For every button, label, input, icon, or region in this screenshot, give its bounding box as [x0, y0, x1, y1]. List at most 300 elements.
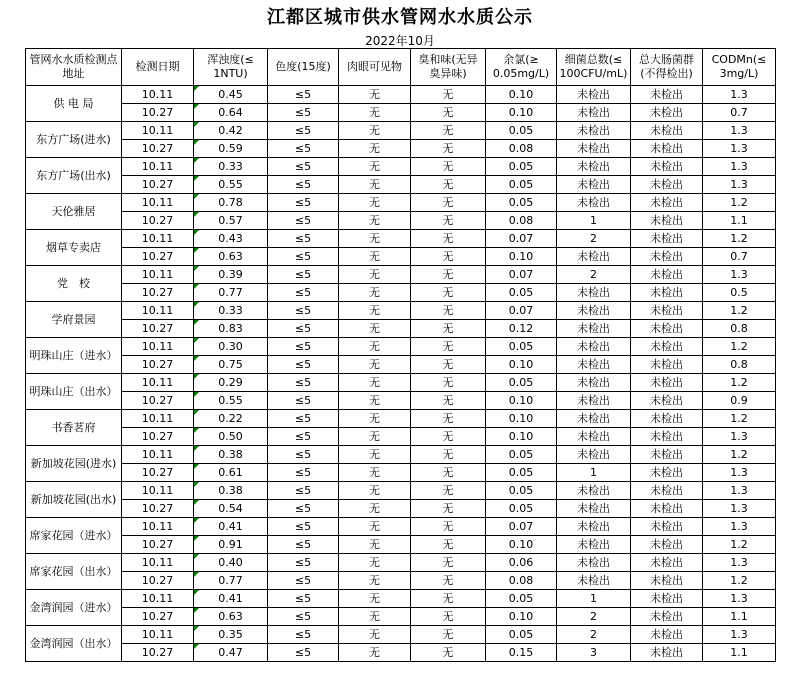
chlorine-cell: 0.05 [486, 482, 557, 500]
table-row [26, 122, 776, 140]
error-flag-icon [194, 572, 199, 577]
coliform-cell: 未检出 [631, 554, 703, 572]
coliform-cell: 未检出 [631, 158, 703, 176]
location-cell: 天伦雅居 [26, 194, 122, 230]
col-visible-matter: 肉眼可见物 [339, 49, 411, 86]
chlorine-cell: 0.05 [486, 590, 557, 608]
coliform-cell: 未检出 [631, 464, 703, 482]
turbidity-cell: 0.45 [194, 86, 268, 104]
table-row [26, 500, 776, 518]
turbidity-cell: 0.63 [194, 608, 268, 626]
chroma-cell: ≤5 [268, 104, 339, 122]
visible-matter-cell: 无 [339, 374, 411, 392]
coliform-cell: 未检出 [631, 518, 703, 536]
chroma-cell: ≤5 [268, 122, 339, 140]
odor-smell-cell: 无 [411, 500, 486, 518]
odor-smell-cell: 无 [411, 302, 486, 320]
date-cell: 10.11 [122, 590, 194, 608]
codmn-cell: 1.2 [703, 338, 776, 356]
coliform-cell: 未检出 [631, 140, 703, 158]
error-flag-icon [194, 374, 199, 379]
codmn-cell: 1.2 [703, 230, 776, 248]
date-cell: 10.11 [122, 86, 194, 104]
error-flag-icon [194, 104, 199, 109]
date-cell: 10.11 [122, 374, 194, 392]
error-flag-icon [194, 608, 199, 613]
coliform-cell: 未检出 [631, 230, 703, 248]
turbidity-cell: 0.22 [194, 410, 268, 428]
bacteria-count-cell: 未检出 [557, 482, 631, 500]
table-row [26, 104, 776, 122]
coliform-cell: 未检出 [631, 590, 703, 608]
turbidity-cell: 0.64 [194, 104, 268, 122]
col-date: 检测日期 [122, 49, 194, 86]
error-flag-icon [194, 482, 199, 487]
page-title: 江都区城市供水管网水水质公示 [267, 7, 533, 28]
col-chlorine: 余氯(≥ 0.05mg/L) [486, 49, 557, 86]
turbidity-cell: 0.39 [194, 266, 268, 284]
visible-matter-cell: 无 [339, 590, 411, 608]
odor-smell-cell: 无 [411, 266, 486, 284]
chroma-cell: ≤5 [268, 572, 339, 590]
bacteria-count-cell: 3 [557, 644, 631, 662]
codmn-cell: 0.7 [703, 104, 776, 122]
chroma-cell: ≤5 [268, 392, 339, 410]
table-row [26, 302, 776, 320]
location-cell: 金湾润园（进水） [26, 590, 122, 626]
codmn-cell: 1.1 [703, 608, 776, 626]
odor-smell-cell: 无 [411, 194, 486, 212]
table-row [26, 608, 776, 626]
turbidity-cell: 0.41 [194, 590, 268, 608]
table-row [26, 266, 776, 284]
visible-matter-cell: 无 [339, 302, 411, 320]
error-flag-icon [194, 140, 199, 145]
turbidity-cell: 0.38 [194, 482, 268, 500]
codmn-cell: 1.2 [703, 374, 776, 392]
date-cell: 10.27 [122, 248, 194, 266]
date-cell: 10.27 [122, 284, 194, 302]
table-row [26, 230, 776, 248]
error-flag-icon [194, 626, 199, 631]
table-row [26, 518, 776, 536]
date-cell: 10.11 [122, 518, 194, 536]
codmn-cell: 1.3 [703, 428, 776, 446]
odor-smell-cell: 无 [411, 176, 486, 194]
error-flag-icon [194, 410, 199, 415]
codmn-cell: 1.3 [703, 86, 776, 104]
visible-matter-cell: 无 [339, 338, 411, 356]
turbidity-cell: 0.55 [194, 392, 268, 410]
error-flag-icon [194, 248, 199, 253]
odor-smell-cell: 无 [411, 122, 486, 140]
odor-smell-cell: 无 [411, 554, 486, 572]
table-row [26, 212, 776, 230]
chlorine-cell: 0.07 [486, 518, 557, 536]
coliform-cell: 未检出 [631, 302, 703, 320]
turbidity-cell: 0.91 [194, 536, 268, 554]
chroma-cell: ≤5 [268, 194, 339, 212]
table-row [26, 320, 776, 338]
date-cell: 10.27 [122, 104, 194, 122]
visible-matter-cell: 无 [339, 320, 411, 338]
bacteria-count-cell: 2 [557, 230, 631, 248]
date-cell: 10.27 [122, 536, 194, 554]
table-row [26, 194, 776, 212]
bacteria-count-cell: 未检出 [557, 392, 631, 410]
bacteria-count-cell: 未检出 [557, 104, 631, 122]
visible-matter-cell: 无 [339, 194, 411, 212]
location-cell: 金湾润园（出水） [26, 626, 122, 662]
chlorine-cell: 0.05 [486, 176, 557, 194]
turbidity-cell: 0.38 [194, 446, 268, 464]
coliform-cell: 未检出 [631, 104, 703, 122]
visible-matter-cell: 无 [339, 122, 411, 140]
visible-matter-cell: 无 [339, 644, 411, 662]
visible-matter-cell: 无 [339, 248, 411, 266]
odor-smell-cell: 无 [411, 320, 486, 338]
codmn-cell: 1.3 [703, 266, 776, 284]
codmn-cell: 1.1 [703, 212, 776, 230]
coliform-cell: 未检出 [631, 428, 703, 446]
error-flag-icon [194, 194, 199, 199]
turbidity-cell: 0.42 [194, 122, 268, 140]
chlorine-cell: 0.05 [486, 446, 557, 464]
turbidity-cell: 0.33 [194, 302, 268, 320]
date-cell: 10.27 [122, 500, 194, 518]
bacteria-count-cell: 未检出 [557, 284, 631, 302]
chlorine-cell: 0.10 [486, 410, 557, 428]
table-row [26, 554, 776, 572]
chroma-cell: ≤5 [268, 464, 339, 482]
codmn-cell: 1.3 [703, 626, 776, 644]
chroma-cell: ≤5 [268, 176, 339, 194]
bacteria-count-cell: 1 [557, 464, 631, 482]
coliform-cell: 未检出 [631, 266, 703, 284]
chlorine-cell: 0.10 [486, 608, 557, 626]
error-flag-icon [194, 86, 199, 91]
date-cell: 10.11 [122, 554, 194, 572]
chroma-cell: ≤5 [268, 536, 339, 554]
water-quality-table [25, 48, 776, 662]
codmn-cell: 0.5 [703, 284, 776, 302]
odor-smell-cell: 无 [411, 590, 486, 608]
date-cell: 10.27 [122, 428, 194, 446]
turbidity-cell: 0.29 [194, 374, 268, 392]
chroma-cell: ≤5 [268, 338, 339, 356]
date-cell: 10.27 [122, 176, 194, 194]
odor-smell-cell: 无 [411, 572, 486, 590]
codmn-cell: 1.3 [703, 590, 776, 608]
bacteria-count-cell: 未检出 [557, 194, 631, 212]
error-flag-icon [194, 518, 199, 523]
coliform-cell: 未检出 [631, 284, 703, 302]
date-cell: 10.11 [122, 230, 194, 248]
bacteria-count-cell: 未检出 [557, 158, 631, 176]
bacteria-count-cell: 1 [557, 212, 631, 230]
error-flag-icon [194, 500, 199, 505]
date-cell: 10.27 [122, 392, 194, 410]
date-cell: 10.11 [122, 410, 194, 428]
table-row [26, 482, 776, 500]
location-cell: 东方广场(进水) [26, 122, 122, 158]
error-flag-icon [194, 392, 199, 397]
coliform-cell: 未检出 [631, 320, 703, 338]
chroma-cell: ≤5 [268, 374, 339, 392]
codmn-cell: 1.3 [703, 140, 776, 158]
coliform-cell: 未检出 [631, 482, 703, 500]
chlorine-cell: 0.10 [486, 356, 557, 374]
codmn-cell: 1.3 [703, 500, 776, 518]
date-cell: 10.11 [122, 302, 194, 320]
bacteria-count-cell: 2 [557, 626, 631, 644]
bacteria-count-cell: 未检出 [557, 428, 631, 446]
bacteria-count-cell: 未检出 [557, 374, 631, 392]
chlorine-cell: 0.05 [486, 158, 557, 176]
coliform-cell: 未检出 [631, 248, 703, 266]
turbidity-cell: 0.43 [194, 230, 268, 248]
chroma-cell: ≤5 [268, 590, 339, 608]
error-flag-icon [194, 590, 199, 595]
odor-smell-cell: 无 [411, 644, 486, 662]
chlorine-cell: 0.05 [486, 338, 557, 356]
chlorine-cell: 0.10 [486, 104, 557, 122]
col-coliform: 总大肠菌群 (不得检出) [631, 49, 703, 86]
error-flag-icon [194, 320, 199, 325]
bacteria-count-cell: 未检出 [557, 500, 631, 518]
error-flag-icon [194, 536, 199, 541]
chlorine-cell: 0.05 [486, 464, 557, 482]
visible-matter-cell: 无 [339, 554, 411, 572]
bacteria-count-cell: 未检出 [557, 572, 631, 590]
error-flag-icon [194, 428, 199, 433]
chroma-cell: ≤5 [268, 410, 339, 428]
bacteria-count-cell: 未检出 [557, 86, 631, 104]
visible-matter-cell: 无 [339, 410, 411, 428]
turbidity-cell: 0.57 [194, 212, 268, 230]
chlorine-cell: 0.05 [486, 122, 557, 140]
location-cell: 党 校 [26, 266, 122, 302]
date-cell: 10.11 [122, 266, 194, 284]
error-flag-icon [194, 284, 199, 289]
error-flag-icon [194, 176, 199, 181]
odor-smell-cell: 无 [411, 356, 486, 374]
codmn-cell: 1.3 [703, 122, 776, 140]
coliform-cell: 未检出 [631, 122, 703, 140]
table-row [26, 374, 776, 392]
odor-smell-cell: 无 [411, 536, 486, 554]
bacteria-count-cell: 未检出 [557, 518, 631, 536]
table-row [26, 410, 776, 428]
visible-matter-cell: 无 [339, 572, 411, 590]
date-cell: 10.27 [122, 320, 194, 338]
chroma-cell: ≤5 [268, 626, 339, 644]
codmn-cell: 1.2 [703, 194, 776, 212]
col-bacteria-count: 细菌总数(≤ 100CFU/mL) [557, 49, 631, 86]
codmn-cell: 0.9 [703, 392, 776, 410]
visible-matter-cell: 无 [339, 356, 411, 374]
bacteria-count-cell: 未检出 [557, 356, 631, 374]
date-cell: 10.27 [122, 572, 194, 590]
coliform-cell: 未检出 [631, 500, 703, 518]
visible-matter-cell: 无 [339, 464, 411, 482]
bacteria-count-cell: 未检出 [557, 140, 631, 158]
visible-matter-cell: 无 [339, 86, 411, 104]
turbidity-cell: 0.30 [194, 338, 268, 356]
chlorine-cell: 0.12 [486, 320, 557, 338]
col-codmn: CODMn(≤ 3mg/L) [703, 49, 776, 86]
location-cell: 席家花园（进水） [26, 518, 122, 554]
error-flag-icon [194, 158, 199, 163]
table-row [26, 392, 776, 410]
date-cell: 10.27 [122, 356, 194, 374]
error-flag-icon [194, 302, 199, 307]
visible-matter-cell: 无 [339, 518, 411, 536]
date-cell: 10.11 [122, 446, 194, 464]
codmn-cell: 1.1 [703, 644, 776, 662]
codmn-cell: 1.2 [703, 536, 776, 554]
chlorine-cell: 0.05 [486, 374, 557, 392]
turbidity-cell: 0.33 [194, 158, 268, 176]
chroma-cell: ≤5 [268, 500, 339, 518]
chroma-cell: ≤5 [268, 320, 339, 338]
location-cell: 新加坡花园(进水) [26, 446, 122, 482]
chroma-cell: ≤5 [268, 248, 339, 266]
chlorine-cell: 0.05 [486, 194, 557, 212]
error-flag-icon [194, 356, 199, 361]
chroma-cell: ≤5 [268, 482, 339, 500]
col-chroma: 色度(15度) [268, 49, 339, 86]
col-odor-smell: 臭和味(无异 臭异味) [411, 49, 486, 86]
codmn-cell: 1.3 [703, 518, 776, 536]
codmn-cell: 1.3 [703, 158, 776, 176]
odor-smell-cell: 无 [411, 140, 486, 158]
odor-smell-cell: 无 [411, 626, 486, 644]
codmn-cell: 0.8 [703, 320, 776, 338]
bacteria-count-cell: 2 [557, 608, 631, 626]
chroma-cell: ≤5 [268, 86, 339, 104]
odor-smell-cell: 无 [411, 428, 486, 446]
turbidity-cell: 0.47 [194, 644, 268, 662]
odor-smell-cell: 无 [411, 464, 486, 482]
date-cell: 10.27 [122, 140, 194, 158]
bacteria-count-cell: 未检出 [557, 302, 631, 320]
odor-smell-cell: 无 [411, 446, 486, 464]
turbidity-cell: 0.54 [194, 500, 268, 518]
odor-smell-cell: 无 [411, 104, 486, 122]
bacteria-count-cell: 未检出 [557, 338, 631, 356]
chroma-cell: ≤5 [268, 230, 339, 248]
odor-smell-cell: 无 [411, 212, 486, 230]
odor-smell-cell: 无 [411, 284, 486, 302]
turbidity-cell: 0.55 [194, 176, 268, 194]
bacteria-count-cell: 未检出 [557, 536, 631, 554]
codmn-cell: 1.3 [703, 554, 776, 572]
date-cell: 10.11 [122, 158, 194, 176]
coliform-cell: 未检出 [631, 392, 703, 410]
codmn-cell: 1.3 [703, 464, 776, 482]
error-flag-icon [194, 266, 199, 271]
codmn-cell: 1.3 [703, 482, 776, 500]
coliform-cell: 未检出 [631, 608, 703, 626]
turbidity-cell: 0.78 [194, 194, 268, 212]
chlorine-cell: 0.07 [486, 302, 557, 320]
chroma-cell: ≤5 [268, 554, 339, 572]
odor-smell-cell: 无 [411, 392, 486, 410]
turbidity-cell: 0.41 [194, 518, 268, 536]
chroma-cell: ≤5 [268, 428, 339, 446]
chroma-cell: ≤5 [268, 608, 339, 626]
visible-matter-cell: 无 [339, 608, 411, 626]
col-location: 管网水水质检测点 地址 [26, 49, 122, 86]
visible-matter-cell: 无 [339, 140, 411, 158]
visible-matter-cell: 无 [339, 428, 411, 446]
date-cell: 10.27 [122, 608, 194, 626]
coliform-cell: 未检出 [631, 176, 703, 194]
coliform-cell: 未检出 [631, 410, 703, 428]
turbidity-cell: 0.59 [194, 140, 268, 158]
error-flag-icon [194, 338, 199, 343]
date-cell: 10.27 [122, 644, 194, 662]
chroma-cell: ≤5 [268, 644, 339, 662]
coliform-cell: 未检出 [631, 86, 703, 104]
error-flag-icon [194, 212, 199, 217]
table-row [26, 158, 776, 176]
bacteria-count-cell: 2 [557, 266, 631, 284]
bacteria-count-cell: 未检出 [557, 554, 631, 572]
coliform-cell: 未检出 [631, 356, 703, 374]
chroma-cell: ≤5 [268, 212, 339, 230]
location-cell: 明珠山庄（进水） [26, 338, 122, 374]
error-flag-icon [194, 464, 199, 469]
bacteria-count-cell: 1 [557, 590, 631, 608]
chlorine-cell: 0.08 [486, 212, 557, 230]
table-row [26, 446, 776, 464]
chlorine-cell: 0.10 [486, 428, 557, 446]
coliform-cell: 未检出 [631, 374, 703, 392]
turbidity-cell: 0.63 [194, 248, 268, 266]
turbidity-cell: 0.77 [194, 572, 268, 590]
visible-matter-cell: 无 [339, 482, 411, 500]
visible-matter-cell: 无 [339, 446, 411, 464]
coliform-cell: 未检出 [631, 446, 703, 464]
visible-matter-cell: 无 [339, 158, 411, 176]
chlorine-cell: 0.10 [486, 248, 557, 266]
table-row [26, 536, 776, 554]
coliform-cell: 未检出 [631, 194, 703, 212]
odor-smell-cell: 无 [411, 230, 486, 248]
table-row [26, 572, 776, 590]
chlorine-cell: 0.07 [486, 266, 557, 284]
table-row [26, 590, 776, 608]
coliform-cell: 未检出 [631, 338, 703, 356]
header-row [26, 49, 776, 86]
codmn-cell: 1.2 [703, 410, 776, 428]
chroma-cell: ≤5 [268, 158, 339, 176]
table-row [26, 248, 776, 266]
table-row [26, 356, 776, 374]
date-cell: 10.11 [122, 626, 194, 644]
table-row [26, 464, 776, 482]
turbidity-cell: 0.77 [194, 284, 268, 302]
coliform-cell: 未检出 [631, 572, 703, 590]
turbidity-cell: 0.40 [194, 554, 268, 572]
location-cell: 东方广场(出水) [26, 158, 122, 194]
location-cell: 席家花园（出水） [26, 554, 122, 590]
location-cell: 烟草专卖店 [26, 230, 122, 266]
date-cell: 10.11 [122, 338, 194, 356]
error-flag-icon [194, 122, 199, 127]
